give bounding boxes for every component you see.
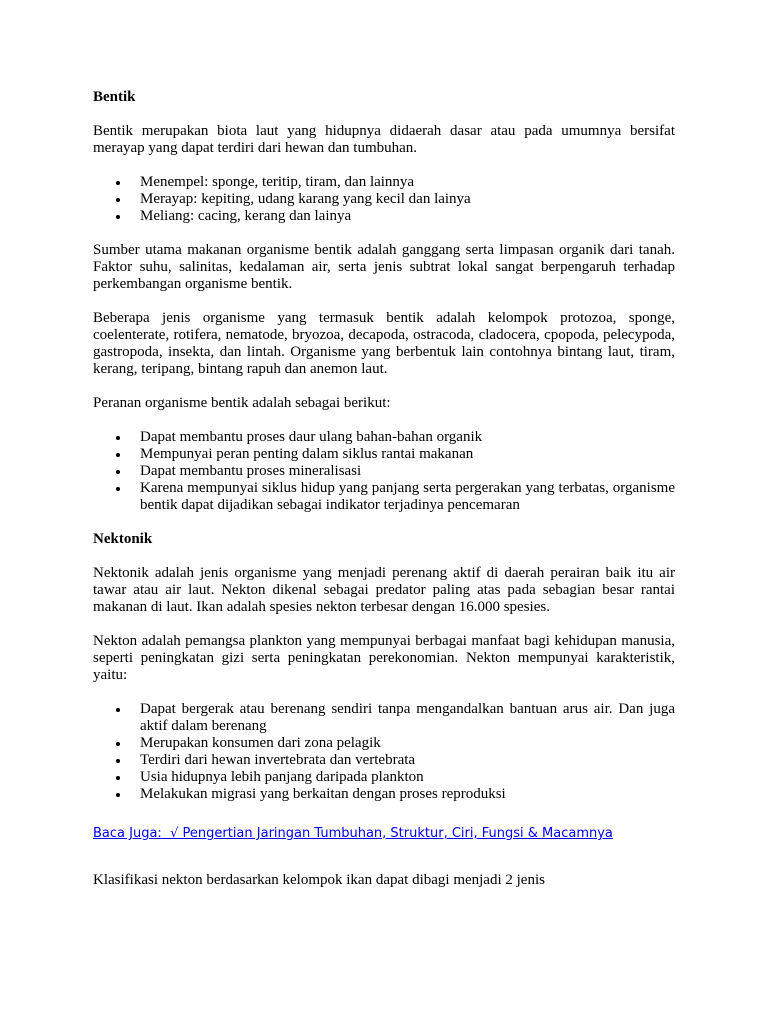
list-item: Menempel: sponge, teritip, tiram, dan lainnya (93, 174, 675, 191)
heading-bentik: Bentik (93, 89, 136, 105)
nektonik-characteristics-list (93, 701, 675, 803)
list-item: Merupakan konsumen dari zona pelagik (93, 735, 675, 752)
list-item: Terdiri dari hewan invertebrata dan vertebrata (93, 752, 675, 769)
bentik-examples-paragraph: Beberapa jenis organisme yang termasuk bentik adalah kelompok protozoa, sponge, coelenterate, rotifera, nematode, bryozoa, decapoda, ostracoda, cladocera, cpopoda, pelecypoda, gastropoda, insekta, dan lintah. Organisme yang berbentuk lain contohnya bintang laut, tiram, kerang, teripang, bintang rapuh dan anemon laut. (93, 310, 675, 377)
list-item: Dapat membantu proses mineralisasi (93, 463, 675, 480)
bentik-roles-list (93, 429, 675, 514)
read-also-link-text: Pengertian Jaringan Tumbuhan, Struktur, Ciri, Fungsi & Macamnya (182, 826, 613, 841)
list-item: Merayap: kepiting, udang karang yang kecil dan lainya (93, 191, 675, 208)
list-item: Dapat bergerak atau berenang sendiri tanpa mengandalkan bantuan arus air. Dan juga aktif dalam berenang (93, 701, 675, 735)
nektonik-characteristics-intro: Nekton adalah pemangsa plankton yang mempunyai berbagai manfaat bagi kehidupan manusia, seperti peningkatan gizi serta peningkatan perekonomian. Nekton mempunyai karakteristik, yaitu: (93, 633, 675, 683)
read-also-row (93, 825, 675, 842)
list-item: Meliang: cacing, kerang dan lainya (93, 208, 675, 225)
check-icon: √ (170, 826, 179, 841)
list-item: Karena mempunyai siklus hidup yang panjang serta pergerakan yang terbatas, organisme bentik dapat dijadikan sebagai indikator terjadinya pencemaran (93, 480, 675, 514)
list-item: Mempunyai peran penting dalam siklus rantai makanan (93, 446, 675, 463)
nektonik-intro: Nektonik adalah jenis organisme yang menjadi perenang aktif di daerah perairan baik itu air tawar atau air laut. Nekton dikenal sebagai predator paling atas pada sebagian besar rantai makanan di laut. Ikan adalah spesies nekton terbesar dengan 16.000 spesies. (93, 565, 675, 615)
bentik-roles-intro: Peranan organisme bentik adalah sebagai berikut: (93, 395, 391, 411)
list-item: Usia hidupnya lebih panjang daripada plankton (93, 769, 675, 786)
read-also-label: Baca Juga: (93, 826, 162, 841)
closing-paragraph: Klasifikasi nekton berdasarkan kelompok ikan dapat dibagi menjadi 2 jenis (93, 872, 545, 888)
bentik-food-paragraph: Sumber utama makanan organisme bentik adalah ganggang serta limpasan organik dari tanah. Faktor suhu, salinitas, kedalaman air, serta jenis subtrat lokal sangat berpengaruh terhadap perkembangan organisme bentik. (93, 242, 675, 292)
bentik-types-list (93, 174, 675, 225)
heading-nektonik: Nektonik (93, 531, 153, 547)
bentik-intro: Bentik merupakan biota laut yang hidupnya didaerah dasar atau pada umumnya bersifat merayap yang dapat terdiri dari hewan dan tumbuhan. (93, 123, 675, 156)
list-item: Dapat membantu proses daur ulang bahan-bahan organik (93, 429, 675, 446)
document-body (93, 89, 675, 906)
read-also-link[interactable] (93, 826, 613, 841)
list-item: Melakukan migrasi yang berkaitan dengan proses reproduksi (93, 786, 675, 803)
